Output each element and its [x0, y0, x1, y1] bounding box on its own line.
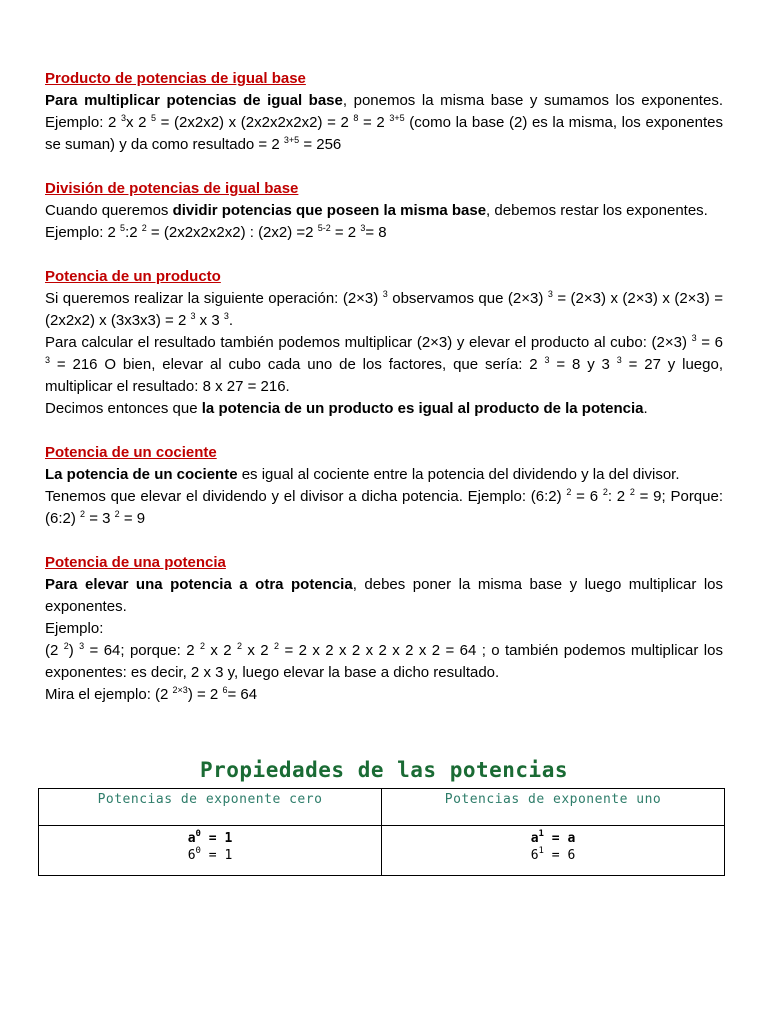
section-heading: Potencia de un cociente: [45, 444, 217, 461]
document-body: [45, 68, 723, 728]
col-header-exponent-zero: Potencias de exponente cero: [39, 789, 382, 826]
table-header-row: [39, 789, 725, 826]
table-title: Propiedades de las potencias: [199, 758, 568, 782]
section-heading: Potencia de un producto: [45, 268, 221, 285]
section-power-of-product: [45, 266, 723, 420]
paragraph: Para multiplicar potencias de igual base, ponemos la misma base y sumamos los exponentes. Ejemplo: 2 $^3$x 2 $^5$ = (2x2x2) x (2x2x2x2x2) = 2 $^8$ = 2 $^{3+5}$ (como la base (2) es la misma, los exponentes se suman) y da como resultado = 2 $^{3+5}$ = 256: [45, 92, 724, 153]
section-power-of-power: [45, 552, 723, 706]
paragraph: Decimos entonces que la potencia de un producto es igual al producto de la potencia.: [45, 400, 648, 417]
table-row: [39, 826, 725, 876]
paragraph: Ejemplo: 2 $^5$:2 $^2$ = (2x2x2x2x2) : (2x2) =2 $^{5-2}$ = 2 $^3$= 8: [45, 223, 387, 241]
paragraph: Tenemos que elevar el dividendo y el divisor a dicha potencia. Ejemplo: (6:2) $^2$ = 6 $^2$: 2 $^2$ = 9; Porque: (6:2) $^2$ = 3 $^2$ = 9: [45, 487, 724, 527]
section-heading: Producto de potencias de igual base: [45, 70, 306, 87]
formula-exponent-zero: $a^0 = 1$: [187, 829, 233, 846]
cell-exponent-zero: [39, 826, 382, 876]
properties-table: [38, 788, 725, 876]
col-header-exponent-one: Potencias de exponente uno: [382, 789, 725, 826]
example-exponent-zero: $6^0 = 1$: [187, 846, 233, 863]
paragraph: (2 $^2$) $^3$ = 64; porque: 2 $^2$ x 2 $^2$ x 2 $^2$ = 2 x 2 x 2 x 2 x 2 x 2 = 64 ; o también podemos multiplicar los exponentes: es decir, 2 x 3 y, luego elevar la base a dicho resultado.: [45, 641, 723, 681]
paragraph: Mira el ejemplo: (2 $^{2\times 3}$) = 2 $^6$= 64: [45, 685, 258, 703]
section-heading: Potencia de una potencia: [45, 554, 226, 571]
cell-exponent-one: [382, 826, 725, 876]
section-division-same-base: [45, 178, 723, 244]
paragraph: Si queremos realizar la siguiente operación: (2×3) $^3$ observamos que (2×3) $^3$ = (2×3) x (2×3) x (2×3) = (2x2x2) x (3x3x3) = 2 $^3$ x 3 $^3$.: [45, 289, 723, 329]
example-exponent-one: $6^1 = 6$: [530, 846, 576, 863]
paragraph: Cuando queremos dividir potencias que poseen la misma base, debemos restar los exponentes.: [45, 202, 708, 219]
formula-exponent-one: $a^1 = a$: [530, 829, 576, 846]
paragraph: Para elevar una potencia a otra potencia, debes poner la misma base y luego multiplicar los exponentes.: [45, 576, 724, 615]
paragraph: La potencia de un cociente es igual al cociente entre la potencia del dividendo y la del divisor.: [45, 466, 680, 483]
section-heading: División de potencias de igual base: [45, 180, 299, 197]
paragraph: Para calcular el resultado también podemos multiplicar (2×3) y elevar el producto al cubo: (2×3) $^3$ = 6 $^3$ = 216 O bien, elevar al cubo cada uno de los factores, que sería: 2 $^3$ = 8 y 3 $^3$ = 27 y luego, multiplicar el resultado: 8 x 27 = 216.: [45, 333, 723, 395]
section-product-same-base: [45, 68, 723, 156]
paragraph: Ejemplo:: [45, 620, 104, 637]
section-power-of-quotient: [45, 442, 723, 530]
